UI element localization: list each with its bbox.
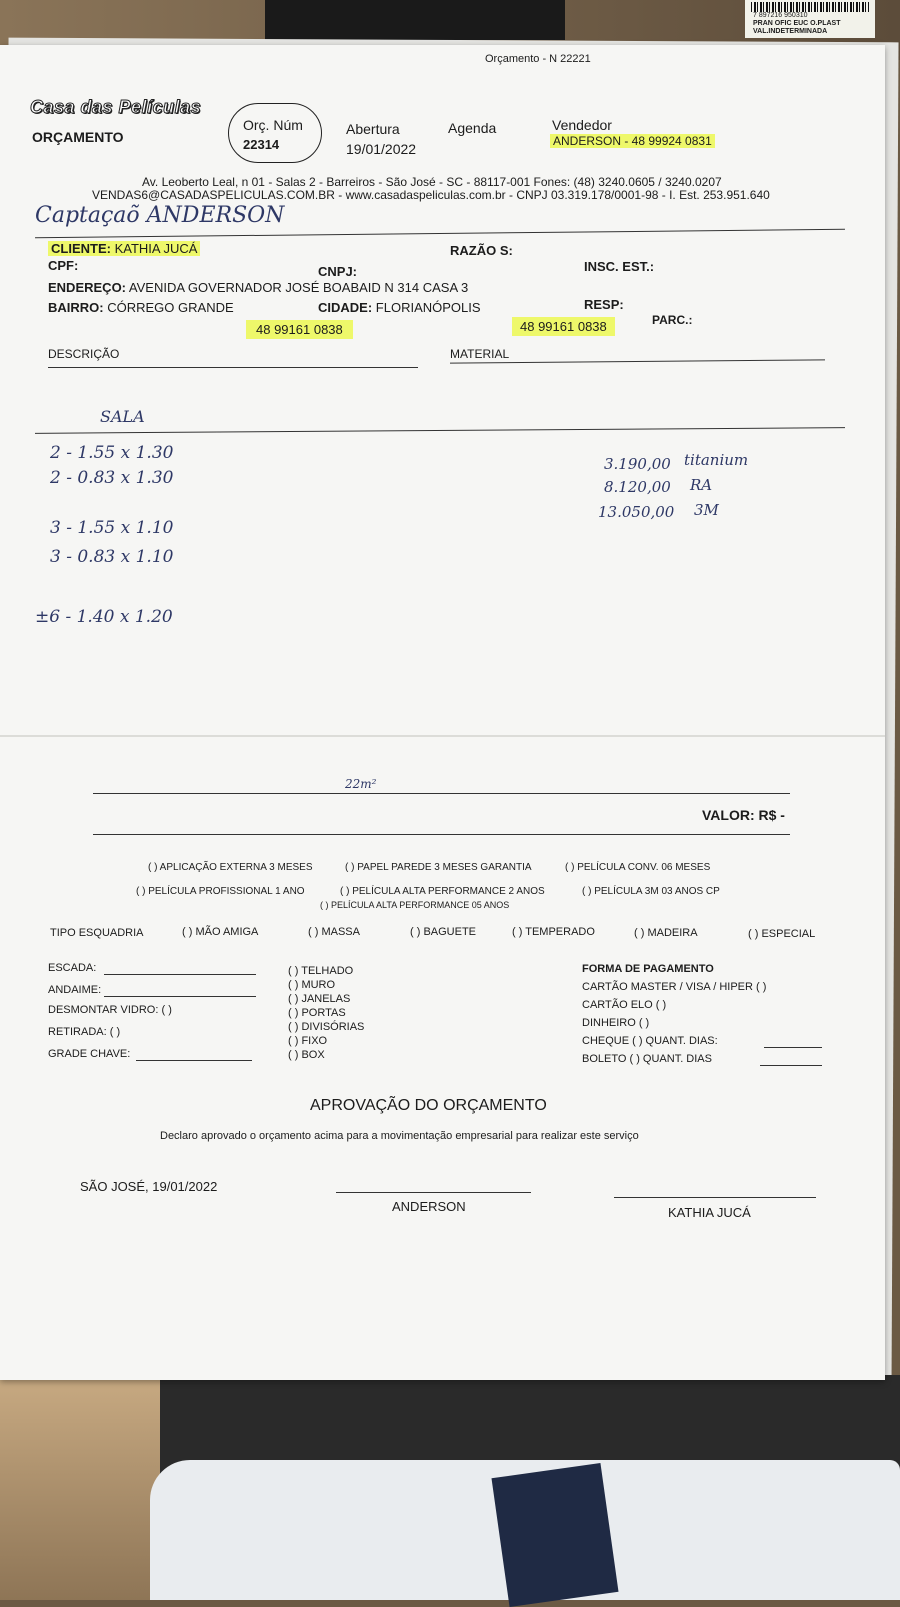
esquadria-option: ( ) MASSA <box>308 926 360 938</box>
paper-fold <box>0 735 885 737</box>
option-external: ( ) APLICAÇÃO EXTERNA 3 MESES <box>148 862 313 873</box>
place-date: SÃO JOSÉ, 19/01/2022 <box>80 1179 218 1194</box>
dark-fabric <box>491 1463 618 1607</box>
room-label: SALA <box>100 407 145 426</box>
payment-option: CHEQUE ( ) QUANT. DIAS: <box>582 1035 718 1047</box>
vendedor-value: ANDERSON - 48 99924 0831 <box>550 134 715 148</box>
cliente-label: CLIENTE: <box>51 241 111 256</box>
area-line <box>93 793 790 794</box>
signature-line-2 <box>614 1197 816 1198</box>
header-divider <box>35 229 845 238</box>
clipboard-clip <box>265 0 565 40</box>
cidade-row <box>318 300 481 315</box>
measurement-item: ±6 - 1.40 x 1.20 <box>35 607 173 627</box>
abertura-label: Abertura <box>346 121 400 137</box>
measurement-item: 3 - 0.83 x 1.10 <box>50 547 174 567</box>
price-value: 3.190,00 <box>604 455 671 473</box>
esquadria-option: ( ) ESPECIAL <box>748 928 816 940</box>
cheque-days-line <box>764 1047 822 1048</box>
signer-two: KATHIA JUCÁ <box>668 1205 751 1220</box>
sticker-code: 7 897216 950310 <box>753 12 808 19</box>
bairro-value: CÓRREGO GRANDE <box>107 300 234 315</box>
esquadria-option: ( ) MADEIRA <box>634 927 698 939</box>
sticker-product: PRAN OFIC EUC O.PLAST <box>753 20 841 27</box>
measurement-item: 2 - 1.55 x 1.30 <box>50 443 174 463</box>
grade-chave-line <box>136 1060 252 1061</box>
price-value: 8.120,00 <box>604 478 671 496</box>
barcode-icon <box>751 2 869 12</box>
bairro-label: BAIRRO: <box>48 300 104 315</box>
approval-title: APROVAÇÃO DO ORÇAMENTO <box>310 1097 547 1114</box>
price-product: 3M <box>694 501 719 519</box>
option-alta-5: ( ) PELÍCULA ALTA PERFORMANCE 05 ANOS <box>320 900 510 910</box>
signer-one: ANDERSON <box>392 1199 466 1214</box>
phone-one: 48 99161 0838 <box>246 320 353 339</box>
option-conv: ( ) PELÍCULA CONV. 06 MESES <box>565 862 711 873</box>
signature-line-1 <box>336 1192 531 1193</box>
payment-option: CARTÃO ELO ( ) <box>582 999 667 1011</box>
andaime-label: ANDAIME: <box>48 984 102 996</box>
extra-option: ( ) DIVISÓRIAS <box>288 1021 365 1033</box>
cidade-value: FLORIANÓPOLIS <box>375 300 481 315</box>
company-logo: Casa das Películas <box>30 97 202 117</box>
price-product: titanium <box>684 451 749 469</box>
extra-option: ( ) MURO <box>288 979 336 991</box>
retirada-label: RETIRADA: ( ) <box>48 1026 121 1038</box>
cliente-row <box>48 241 200 256</box>
endereco-value: AVENIDA GOVERNADOR JOSÉ BOABAID N 314 CASA 3 <box>128 280 469 295</box>
total-area: 22m² <box>345 777 377 791</box>
extra-option: ( ) BOX <box>288 1049 325 1061</box>
descricao-underline <box>48 367 418 368</box>
razao-label: RAZÃO S: <box>450 243 513 258</box>
cnpj-label: CNPJ: <box>318 264 358 279</box>
extra-option: ( ) FIXO <box>288 1035 328 1047</box>
price-product: RA <box>690 476 713 494</box>
esquadria-option: ( ) MÃO AMIGA <box>182 926 259 938</box>
quote-document <box>0 45 885 1380</box>
material-header: MATERIAL <box>450 347 510 361</box>
top-quote-label: Orçamento - N 22221 <box>485 53 591 65</box>
room-divider <box>35 427 845 434</box>
option-alta-2: ( ) PELÍCULA ALTA PERFORMANCE 2 ANOS <box>340 886 545 897</box>
cliente-value: KATHIA JUCÁ <box>114 241 198 256</box>
orc-number: 22314 <box>243 137 280 152</box>
phone-two: 48 99161 0838 <box>512 317 615 336</box>
valor-line <box>93 834 790 835</box>
desmontar-label: DESMONTAR VIDRO: ( ) <box>48 1004 172 1016</box>
grade-chave-label: GRADE CHAVE: <box>48 1048 131 1060</box>
extra-option: ( ) JANELAS <box>288 993 351 1005</box>
payment-option: CARTÃO MASTER / VISA / HIPER ( ) <box>582 981 767 993</box>
wood-surface <box>0 1375 160 1600</box>
abertura-date: 19/01/2022 <box>346 141 417 157</box>
barcode-sticker <box>745 0 875 38</box>
measurement-item: 2 - 0.83 x 1.30 <box>50 468 174 488</box>
payment-option: BOLETO ( ) QUANT. DIAS <box>582 1053 712 1065</box>
escada-line <box>104 974 256 975</box>
escada-label: ESCADA: <box>48 962 97 974</box>
approval-text: Declaro aprovado o orçamento acima para a movimentação empresarial para realizar este serviço <box>160 1130 639 1142</box>
esquadria-option: ( ) BAGUETE <box>410 926 477 938</box>
option-alta-5-clip <box>320 900 550 912</box>
captacao-note: Captaçaõ ANDERSON <box>35 203 285 228</box>
doc-type: ORÇAMENTO <box>32 129 124 145</box>
descricao-header: DESCRIÇÃO <box>48 347 120 361</box>
cidade-label: CIDADE: <box>318 300 373 315</box>
sticker-validity: VAL.INDETERMINADA <box>753 28 828 35</box>
company-contact: VENDAS6@CASADASPELICULAS.COM.BR - www.casadaspeliculas.com.br - CNPJ 03.319.178/0001-98 - I. Est. 253.951.640 <box>92 188 770 202</box>
price-value: 13.050,00 <box>598 503 675 521</box>
valor-total: VALOR: R$ - <box>702 807 785 823</box>
extra-option: ( ) TELHADO <box>288 965 354 977</box>
vendedor-label: Vendedor <box>552 117 612 133</box>
esquadria-label: TIPO ESQUADRIA <box>50 927 144 939</box>
boleto-days-line <box>760 1065 822 1066</box>
payment-option: DINHEIRO ( ) <box>582 1017 650 1029</box>
resp-label: RESP: <box>584 297 624 312</box>
cpf-label: CPF: <box>48 258 79 273</box>
extra-option: ( ) PORTAS <box>288 1007 346 1019</box>
bairro-row <box>48 300 234 315</box>
payment-title: FORMA DE PAGAMENTO <box>582 963 714 975</box>
endereco-row <box>48 280 468 295</box>
option-profissional: ( ) PELÍCULA PROFISSIONAL 1 ANO <box>136 886 305 897</box>
andaime-line <box>104 996 256 997</box>
orc-number-cloud <box>228 103 322 163</box>
option-wallpaper: ( ) PAPEL PAREDE 3 MESES GARANTIA <box>345 862 532 873</box>
insc-label: INSC. EST.: <box>584 259 655 274</box>
esquadria-option: ( ) TEMPERADO <box>512 926 595 938</box>
company-address: Av. Leoberto Leal, n 01 - Salas 2 - Barreiros - São José - SC - 88117-001 Fones: (48) 3240.0605 / 3240.0207 <box>142 175 722 189</box>
orc-label: Orç. Núm <box>243 117 303 133</box>
option-3m: ( ) PELÍCULA 3M 03 ANOS CP <box>582 886 720 897</box>
agenda-label: Agenda <box>448 120 497 136</box>
endereco-label: ENDEREÇO: <box>48 280 127 295</box>
measurement-item: 3 - 1.55 x 1.10 <box>50 518 174 538</box>
parc-label: PARC.: <box>652 313 693 327</box>
